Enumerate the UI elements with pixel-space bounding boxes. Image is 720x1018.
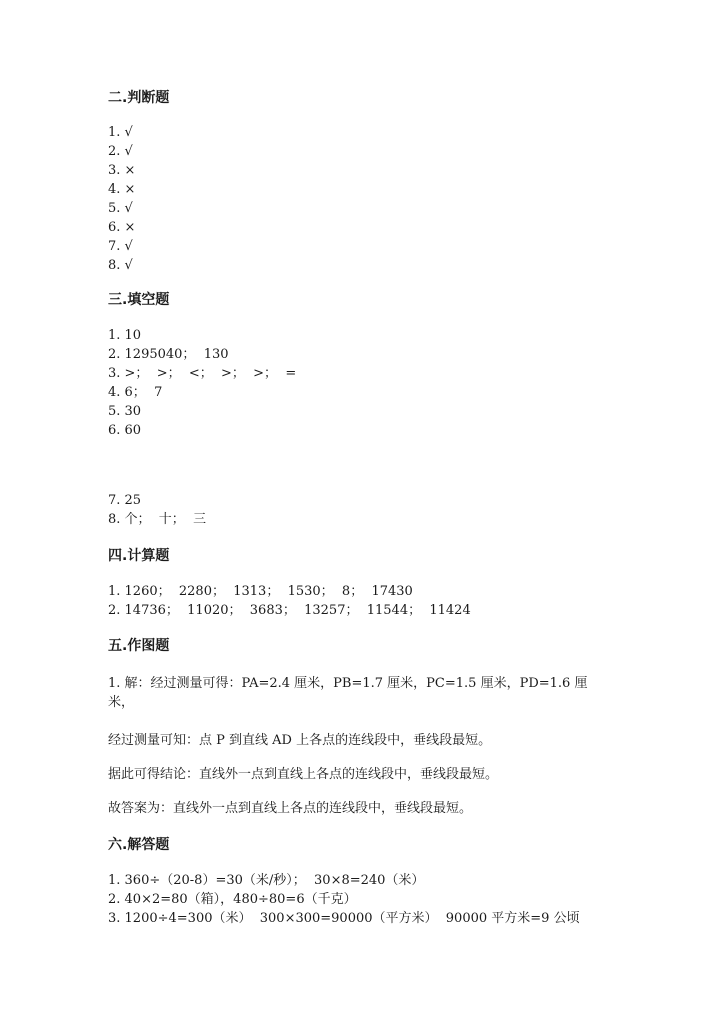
fill-answer-5: 5. 30 xyxy=(108,404,142,419)
fill-answer-7: 7. 25 xyxy=(108,493,142,508)
section-heading-judge: 二.判断题 xyxy=(108,90,170,106)
fill-answer-8: 8. 个； 十； 三 xyxy=(108,512,207,527)
fill-answer-4: 4. 6； 7 xyxy=(108,385,163,400)
section-heading-solve: 六.解答题 xyxy=(108,837,170,853)
draw-paragraph-1: 1. 解：经过测量可得：PA=2.4 厘米，PB=1.7 厘米，PC=1.5 厘米，PD=1.6 厘米， xyxy=(108,676,588,710)
draw-paragraph-2: 经过测量可知：点 P 到直线 AD 上各点的连线段中，垂线段最短。 xyxy=(108,733,492,748)
judge-answer-6: 6. × xyxy=(108,220,136,235)
judge-answer-8: 8. √ xyxy=(108,258,133,273)
fill-answer-1: 1. 10 xyxy=(108,328,142,343)
fill-answer-2: 2. 1295040； 130 xyxy=(108,347,229,362)
judge-answer-3: 3. × xyxy=(108,163,136,178)
draw-paragraph-3: 据此可得结论：直线外一点到直线上各点的连线段中，垂线段最短。 xyxy=(108,767,499,782)
judge-answer-5: 5. √ xyxy=(108,201,133,216)
section-heading-draw: 五.作图题 xyxy=(108,638,170,654)
draw-paragraph-4: 故答案为：直线外一点到直线上各点的连线段中，垂线段最短。 xyxy=(108,801,473,816)
judge-answer-7: 7. √ xyxy=(108,239,133,254)
judge-answer-2: 2. √ xyxy=(108,144,133,159)
judge-answer-4: 4. × xyxy=(108,182,136,197)
solve-answer-3: 3. 1200÷4=300（米） 300×300=90000（平方米） 90000 平方米=9 公顷 xyxy=(108,911,580,926)
section-heading-calc: 四.计算题 xyxy=(108,548,170,564)
fill-answer-6: 6. 60 xyxy=(108,423,142,438)
section-heading-fill: 三.填空题 xyxy=(108,292,170,308)
fill-answer-3: 3. >； >； <； >； >； = xyxy=(108,366,297,381)
solve-answer-1: 1. 360÷（20-8）=30（米/秒）； 30×8=240（米） xyxy=(108,873,425,888)
calc-answer-1: 1. 1260； 2280； 1313； 1530； 8； 17430 xyxy=(108,584,413,599)
solve-answer-2: 2. 40×2=80（箱），480÷80=6（千克） xyxy=(108,892,357,907)
calc-answer-2: 2. 14736； 11020； 3683； 13257； 11544； 11424 xyxy=(108,603,471,618)
judge-answer-1: 1. √ xyxy=(108,125,133,140)
